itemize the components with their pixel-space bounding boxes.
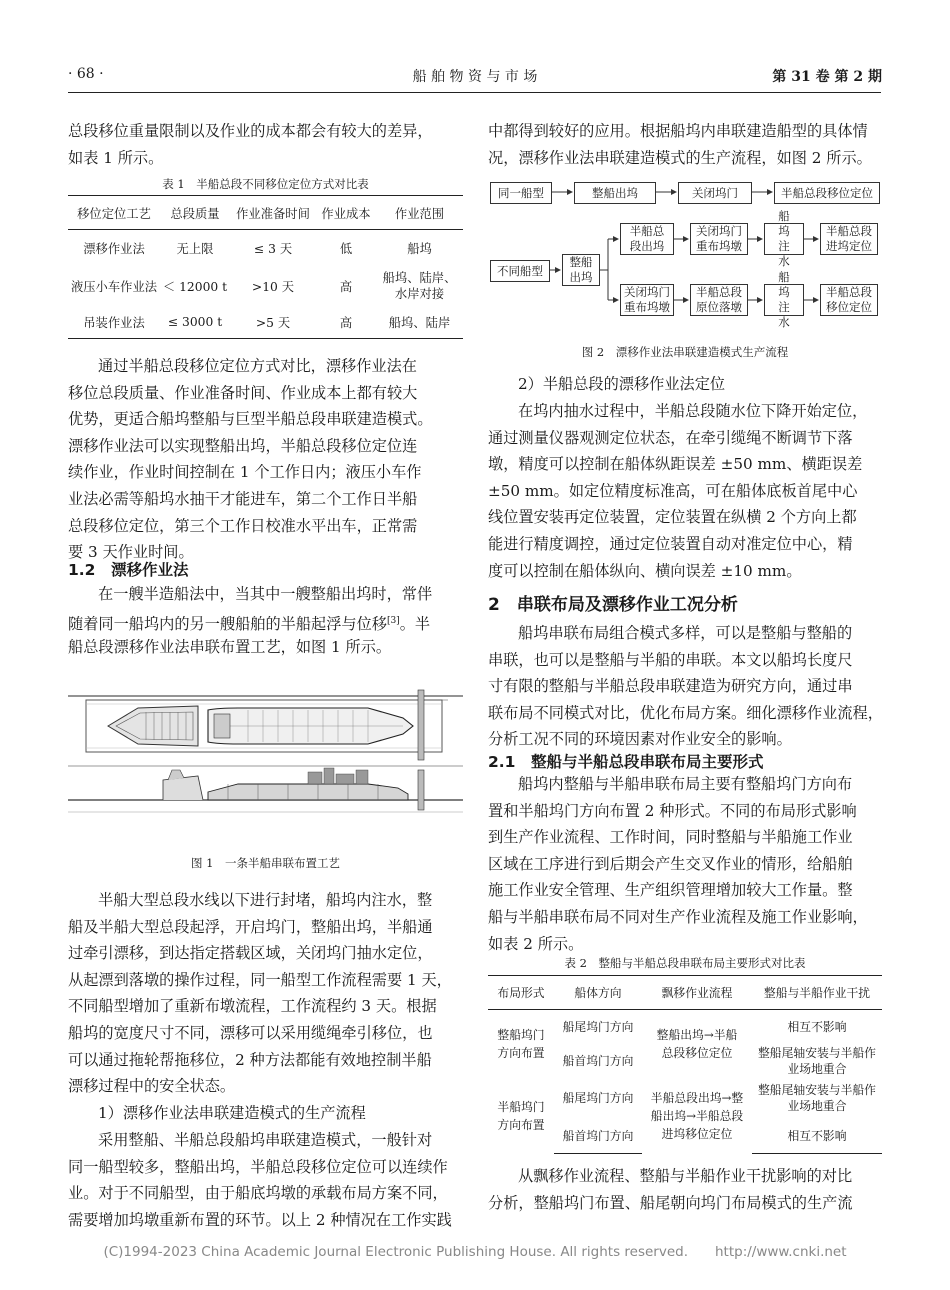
para-1-2: 在一艘半造船法中，当其中一艘整船出坞时，常伴 随着同一船坞内的另一艘船舶的半船起浮与位移[3]。半 船总段漂移作业法串联布置工艺，如图 1 所示。 xyxy=(68,585,433,657)
para-sub2: 在坞内抽水过程中，半船总段随水位下降开始定位， 通过测量仪器观测定位状态，在牵引缆绳不断调节下落 墩，精度可以控制在船体纵距误差 ±50 mm、横距误差 ±50 mm。如定位精度标准高，可在船体底板首尾中心 线位置安装再定位装置，定位装置在纵横 2 个方向上都 能进行精度调控，通过定位装置自动对准定位中心，精 度可以控制在船体纵向、横向误差 ±10 mm。 xyxy=(488,402,868,580)
subhead-2: 2）半船总段的漂移作业法定位 xyxy=(518,375,726,393)
para-2-1: 船坞内整船与半船串联布局主要有整船坞门方向布 置和半船坞门方向布置 2 种形式。不同的布局形式影响 到生产作业流程、工作时间，同时整船与半船施工作业 区域在工序进行到后期会产生交叉作业的情形，给船舶 施工作业安全管理、生产组织管理增加较大工作量。整 船与半船串联布局不同对生产作业流程及施工作业影响， 如表 2 所示。 xyxy=(488,775,868,953)
para-sec2: 船坞串联布局组合模式多样，可以是整船与整船的 串联，也可以是整船与半船的串联。本文以船坞长度尺 寸有限的整船与半船总段串联建造为研究方向，通过串 联布局不同模式对比，优化布局方案。细化漂移作业流程， 分析工况不同的环境因素对作业安全的影响。 xyxy=(488,624,883,749)
section-2: 2 串联布局及漂移作业工况分析 xyxy=(488,595,738,615)
flow-a1: 半船总段出坞 xyxy=(620,223,674,255)
flow-a3: 船坞注水 xyxy=(764,223,804,255)
right-bottom-para: 从飘移作业流程、整船与半船作业干扰影响的对比 分析，整船坞门布置、船尾朝向坞门布局模式的生产流 xyxy=(488,1167,853,1212)
page-number: · 68 · xyxy=(68,66,104,82)
figure1-caption: 图 1 一条半船串联布置工艺 xyxy=(191,856,340,870)
left-intro: 总段移位重量限制以及作业的成本都会有较大的差异， 如表 1 所示。 xyxy=(68,122,433,167)
table1-row: 液压小车作业法 ＜ 12000 t >10 天 高 船坞、陆岸、水岸对接 xyxy=(70,270,457,301)
flow-diff-type: 不同船型 xyxy=(490,260,550,282)
para-compare: 通过半船总段移位定位方式对比，漂移作业法在 移位总段质量、作业准备时间、作业成本上都有较大 优势，更适合船坞整船与巨型半船总段串联建造模式。 漂移作业法可以实现整船出坞，半船总段移位定位连 续作业，作业时间控制在 1 个工作日内；液压小车作 业法必需等船坞水抽干才能进车，第二个工作日半船 总段移位定位，第三个工作日校准水平出车，正常需 要 3 天作业时间。 xyxy=(68,357,433,562)
copyright-footer: (C)1994-2023 China Academic Journal Electronic Publishing House. All rights reserved. http://www.cnki.net xyxy=(103,1244,847,1260)
flow-same-type: 同一船型 xyxy=(490,182,552,204)
flow-a4: 半船总段进坞定位 xyxy=(820,223,878,255)
header-rule xyxy=(68,92,881,93)
subhead-1: 1）漂移作业法串联建造模式的生产流程 xyxy=(98,1104,366,1122)
figure2-caption: 图 2 漂移作业法串联建造模式生产流程 xyxy=(581,345,789,359)
flow-b3: 船坞注水 xyxy=(764,284,804,316)
table2-row: 半船坞门方向布置 船尾坞门方向 半船总段出坞→整船出坞→半船总段进坞移位定位 整船尾轴安装与半船作业场地重合 xyxy=(497,1082,876,1141)
dock-layout-drawing xyxy=(68,680,463,832)
flow-b2: 半船总段原位落墩 xyxy=(690,284,748,316)
right-intro: 中都得到较好的应用。根据船坞内串联建造船型的具体情 况，漂移作业法串联建造模式的生产流程，如图 2 所示。 xyxy=(488,122,872,167)
table1-row: 吊装作业法 ≤ 3000 t >5 天 高 船坞、陆岸 xyxy=(68,306,463,339)
flow-ship-out: 整船出坞 xyxy=(574,182,656,204)
para-sub1: 采用整船、半船总段船坞串联建造模式，一般针对 同一船型较多，整船出坞，半船总段移位定位可以连续作 业。对于不同船型，由于船底坞墩的承载布局方案不同， 需要增加坞墩重新布置的环节。以上 2 种情况在工作实践 xyxy=(68,1131,452,1229)
table2-row: 船首坞门方向 整船尾轴安装与半船作业场地重合 xyxy=(562,1045,876,1076)
flow-ship-out-2: 整船出坞 xyxy=(562,254,600,286)
flow-b1: 关闭坞门重布坞墩 xyxy=(620,284,674,316)
flow-position: 半船总段移位定位 xyxy=(774,182,880,204)
table2-row: 整船坞门方向布置 船尾坞门方向 整船出坞→半船总段移位定位 相互不影响 xyxy=(497,1020,847,1060)
flow-close-gate: 关闭坞门 xyxy=(678,182,752,204)
table1: 移位定位工艺 总段质量 作业准备时间 作业成本 作业范围 漂移作业法 无上限 ≤ 3 天 低 船坞 液压小车作业法 ＜ 12000 t >10 天 高 船坞、陆岸、水岸对接 吊装作业法 ≤ 3000 t >5 天 高 船坞、陆岸 xyxy=(68,195,463,339)
section-1-2: 1.2 漂移作业法 xyxy=(68,561,189,579)
flow-b4: 半船总段移位定位 xyxy=(820,284,878,316)
table2-caption: 表 2 整船与半船总段串联布局主要形式对比表 xyxy=(564,956,806,970)
figure-1 xyxy=(68,680,463,832)
table2-row: 船首坞门方向 相互不影响 xyxy=(488,1118,882,1154)
flow-a2: 关闭坞门重布坞墩 xyxy=(690,223,748,255)
section-2-1: 2.1 整船与半船总段串联布局主要形式 xyxy=(488,753,764,771)
journal-title: 船 舶 物 资 与 市 场 xyxy=(412,69,538,85)
table1-caption: 表 1 半船总段不同移位定位方式对比表 xyxy=(162,177,369,191)
issue-info: 第 31 卷 第 2 期 xyxy=(772,69,882,85)
figure-2-flowchart xyxy=(488,180,882,329)
table1-row: 漂移作业法 无上限 ≤ 3 天 低 船坞 xyxy=(83,241,432,256)
table2: 布局形式 船体方向 飘移作业流程 整船与半船作业干扰 整船坞门方向布置 船尾坞门方向 整船出坞→半船总段移位定位 相互不影响 船首坞门方向 整船尾轴安装与半船作业场地重合 半船坞门方向布置 船尾坞门方向 半船总段出坞→整船出坞→半船总段进坞移位定位 整船尾轴安装与半船作业场地重合 船首坞门方向 相互不影响 xyxy=(488,975,882,1154)
para-after-fig1: 半船大型总段水线以下进行封堵，船坞内注水，整 船及半船大型总段起浮，开启坞门，整船出坞，半船通 过牵引漂移，到达指定搭载区域，关闭坞门抽水定位， 从起漂到落墩的操作过程，同一船型工作流程需要 1 天， 不同船型增加了重新布墩流程，工作流程约 3 天。根据 船坞的宽度尺寸不同，漂移可以采用缆绳牵引移位，也 可以通过拖轮帮拖移位，2 种方法都能有效地控制半船 漂移过程中的安全状态。 xyxy=(68,891,452,1096)
